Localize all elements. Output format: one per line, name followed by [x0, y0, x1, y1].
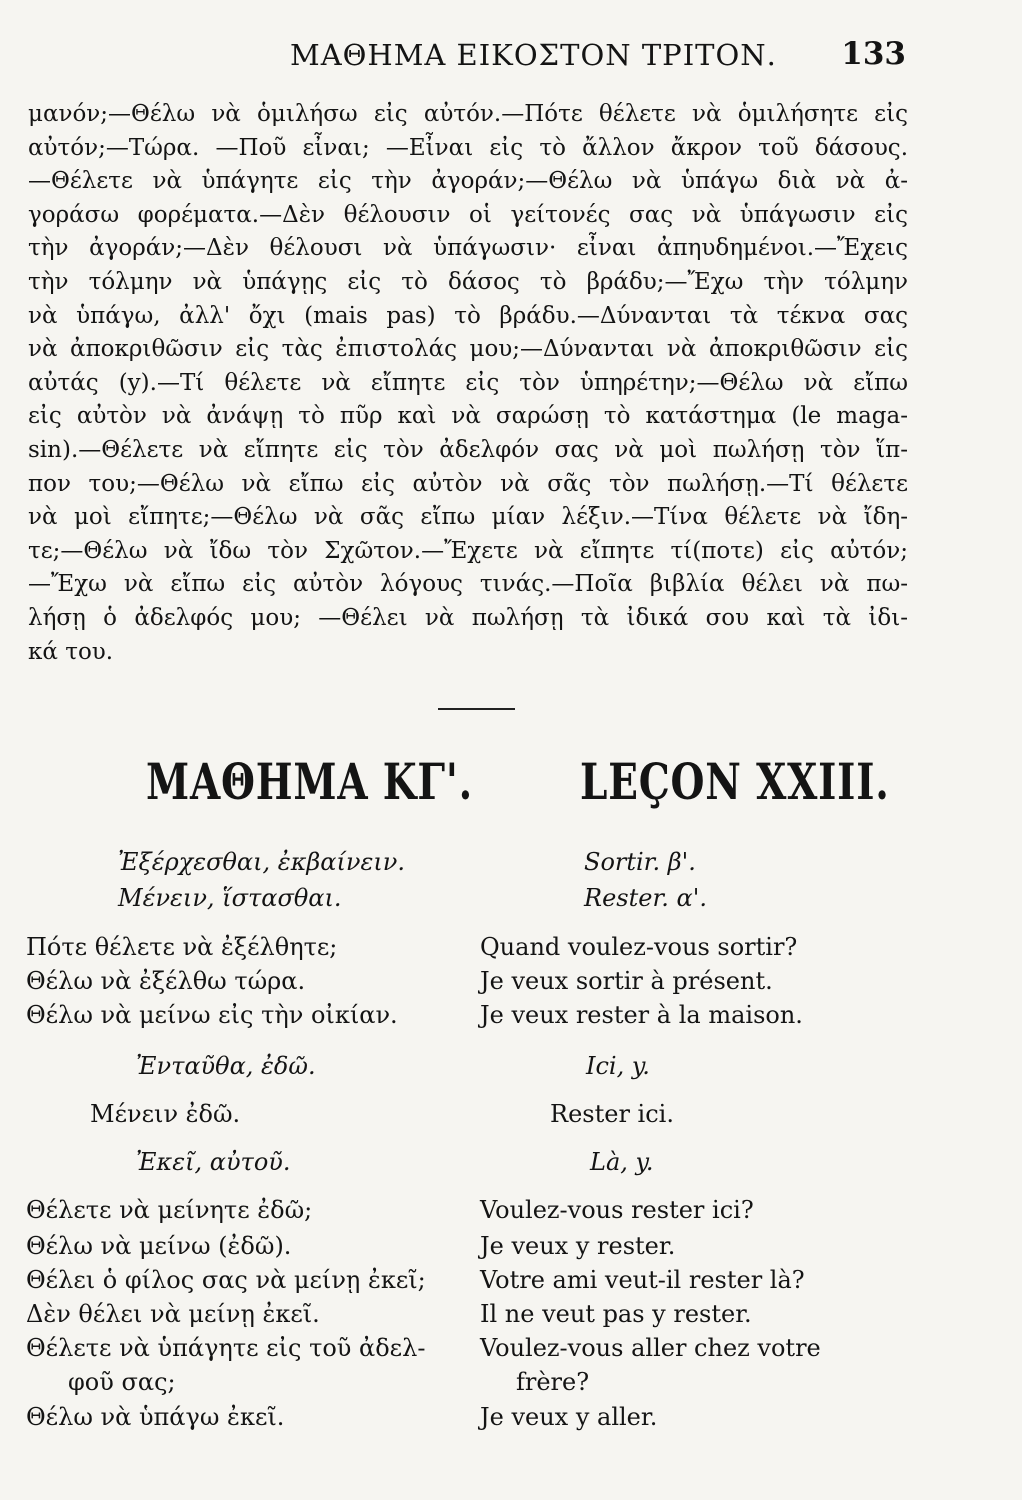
- sentence-greek: Θέλει ὁ φίλος σας νὰ μείνῃ ἐκεῖ;: [26, 1266, 426, 1294]
- paragraph-line: πον του;—Θέλω νὰ εἴπω εἰς αὐτὸν νὰ σᾶς τὸν πωλήσῃ.—Τί θέλετε: [28, 470, 908, 497]
- sentence-greek: Θέλετε νὰ ὑπάγητε εἰς τοῦ ἀδελ-: [26, 1334, 426, 1362]
- sentence-greek: Θέλω νὰ μείνω εἰς τὴν οἰκίαν.: [26, 1001, 398, 1029]
- paragraph-line: τε;—Θέλω νὰ ἴδω τὸν Σχῶτον.—Ἔχετε νὰ εἴπητε τί(ποτε) εἰς αὐτόν;: [28, 537, 908, 564]
- paragraph-line: τὴν τόλμην νὰ ὑπάγῃς εἰς τὸ δάσος τὸ βράδυ;—Ἔχω τὴν τόλμην: [28, 268, 908, 295]
- paragraph-line: τὴν ἀγοράν;—Δὲν θέλουσι νὰ ὑπάγωσιν· εἶναι ἀπηυδημένοι.—Ἔχεις: [28, 235, 908, 262]
- paragraph-line: κά του.: [28, 638, 114, 665]
- paragraph-line: νὰ μοὶ εἴπητε;—Θέλω νὰ σᾶς εἴπω μίαν λέξιν.—Τίνα θέλετε νὰ ἴδη-: [28, 504, 908, 531]
- lesson-title-french: LEÇON XXIII.: [580, 752, 890, 811]
- exercise-paragraph: [28, 98, 908, 669]
- sentence-french: Je veux y aller.: [480, 1403, 658, 1431]
- sentence-greek: Θέλω νὰ ἐξέλθω τώρα.: [26, 967, 306, 995]
- sentence-french: Voulez-vous rester ici?: [480, 1196, 754, 1224]
- paragraph-line: sin).—Θέλετε νὰ εἴπητε εἰς τὸν ἀδελφόν σας νὰ μοὶ πωλήσῃ τὸν ἵπ-: [28, 436, 908, 463]
- sentence-french: Il ne veut pas y rester.: [480, 1300, 752, 1328]
- vocab-greek: Μένειν, ἵστασθαι.: [118, 884, 342, 912]
- sentence-french: Votre ami veut-il rester là?: [480, 1266, 805, 1294]
- sentence-greek: Πότε θέλετε νὰ ἐξέλθητε;: [26, 933, 338, 961]
- paragraph-line: αὐτάς (y).—Τί θέλετε νὰ εἴπητε εἰς τὸν ὑπηρέτην;—Θέλω νὰ εἴπω: [28, 369, 908, 396]
- sentence-french: Je veux y rester.: [480, 1232, 676, 1260]
- section-divider: [438, 708, 515, 710]
- running-title: ΜΑΘΗΜΑ ΕΙΚΟΣΤΟΝ ΤΡΙΤΟΝ.: [290, 38, 777, 72]
- sentence-greek: Θέλετε νὰ μείνητε ἐδῶ;: [26, 1196, 313, 1224]
- sentence-greek: Θέλω νὰ ὑπάγω ἐκεῖ.: [26, 1403, 285, 1431]
- sentence-french: Je veux rester à la maison.: [480, 1001, 803, 1029]
- sentence-french: Je veux sortir à présent.: [480, 967, 773, 995]
- vocab-french: Rester. α'.: [584, 884, 707, 912]
- vocab-greek: Ἐξέρχεσθαι, ἐκβαίνειν.: [118, 848, 406, 876]
- paragraph-line: εἰς αὐτὸν νὰ ἀνάψῃ τὸ πῦρ καὶ νὰ σαρώσῃ τὸ κατάστημα (le maga-: [28, 403, 908, 430]
- paragraph-line: —Θέλετε νὰ ὑπάγητε εἰς τὴν ἀγοράν;—Θέλω νὰ ὑπάγω διὰ νὰ ἀ-: [28, 168, 908, 195]
- paragraph-line: νὰ ὑπάγω, ἀλλ' ὄχι (mais pas) τὸ βράδυ.—Δύνανται τὰ τέκνα σας: [28, 302, 908, 329]
- paragraph-line: αὐτόν;—Τώρα. —Ποῦ εἶναι; —Εἶναι εἰς τὸ ἄλλον ἄκρον τοῦ δάσους.: [28, 134, 908, 161]
- vocab-greek: Ἐκεῖ, αὐτοῦ.: [136, 1148, 291, 1176]
- sentence-french: Quand voulez-vous sortir?: [480, 933, 798, 961]
- paragraph-line: γοράσω φορέματα.—Δὲν θέλουσιν οἱ γείτονές σας νὰ ὑπάγωσιν εἰς: [28, 201, 908, 228]
- lesson-title-greek: ΜΑΘΗΜΑ ΚΓ'.: [146, 752, 473, 811]
- sentence-french: Voulez-vous aller chez votre: [480, 1334, 821, 1362]
- page-number: 133: [841, 36, 906, 72]
- vocab-french: Ici, y.: [586, 1052, 650, 1080]
- paragraph-line: —Ἔχω νὰ εἴπω εἰς αὐτὸν λόγους τινάς.—Ποῖα βιβλία θέλει νὰ πω-: [28, 571, 908, 598]
- sentence-french: Rester ici.: [550, 1100, 674, 1128]
- sentence-greek: Μένειν ἐδῶ.: [90, 1100, 241, 1128]
- vocab-greek: Ἐνταῦθα, ἐδῶ.: [136, 1052, 316, 1080]
- vocab-french: Là, y.: [590, 1148, 654, 1176]
- paragraph-line: νὰ ἀποκριθῶσιν εἰς τὰς ἐπιστολάς μου;—Δύνανται νὰ ἀποκριθῶσιν εἰς: [28, 336, 908, 363]
- sentence-french: frère?: [516, 1368, 590, 1396]
- paragraph-line: μανόν;—Θέλω νὰ ὁμιλήσω εἰς αὐτόν.—Πότε θέλετε νὰ ὁμιλήσητε εἰς: [28, 101, 908, 127]
- vocab-french: Sortir. β'.: [584, 848, 696, 876]
- sentence-greek: Θέλω νὰ μείνω (ἐδῶ).: [26, 1232, 292, 1260]
- sentence-greek: Δὲν θέλει νὰ μείνῃ ἐκεῖ.: [26, 1300, 320, 1328]
- paragraph-line: λήσῃ ὁ ἀδελφός μου; —Θέλει νὰ πωλήσῃ τὰ ἰδικά σου καὶ τὰ ἰδι-: [28, 604, 908, 631]
- sentence-greek: φοῦ σας;: [68, 1368, 176, 1396]
